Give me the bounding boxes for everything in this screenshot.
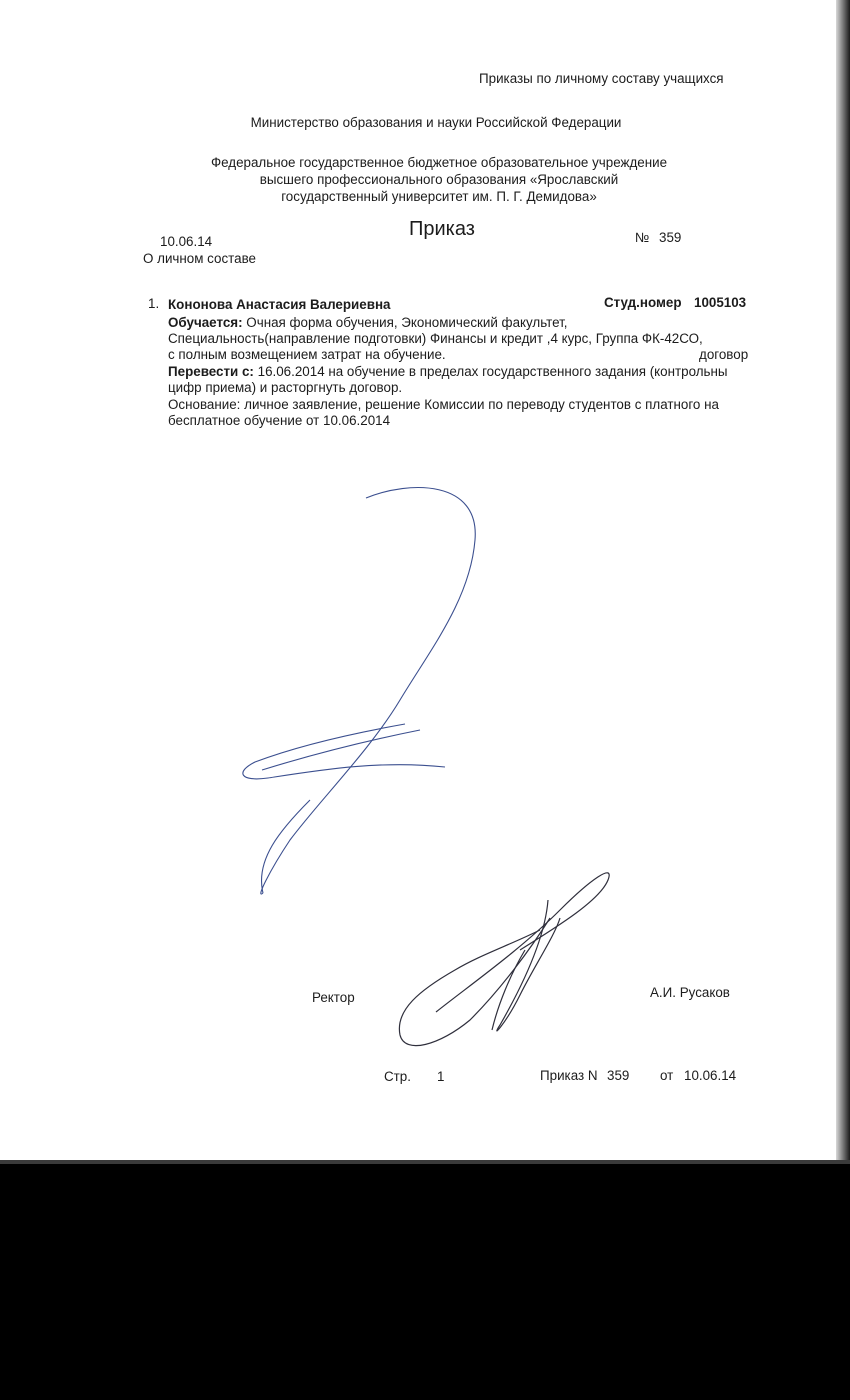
section-header: Приказы по личному составу учащихся xyxy=(479,71,724,86)
contract-word: договор xyxy=(699,347,749,362)
studies-line xyxy=(168,315,568,331)
institution-line-1: Федеральное государственное бюджетное образовательное учреждение xyxy=(210,155,668,170)
student-name: Кононова Анастасия Валериевна xyxy=(168,297,391,312)
ministry-name: Министерство образования и науки Российской Федерации xyxy=(250,115,622,130)
footer-page-number: 1 xyxy=(437,1069,445,1084)
footer-date-label: от xyxy=(660,1068,674,1083)
footer-page-label: Стр. xyxy=(384,1069,411,1084)
student-id-label: Студ.номер xyxy=(604,295,682,310)
document-title: Приказ xyxy=(409,218,475,240)
footer-order-label: Приказ N xyxy=(540,1068,598,1083)
specialty-line: Специальность(направление подготовки) Финансы и кредит ,4 курс, Группа ФК-42СО, xyxy=(168,331,703,346)
studies-label: Обучается: xyxy=(168,315,243,330)
document-number-label: № xyxy=(635,230,650,245)
transfer-line-2: цифр приема) и расторгнуть договор. xyxy=(168,380,403,395)
basis-line-2: бесплатное обучение от 10.06.2014 xyxy=(168,413,391,428)
institution-line-2: высшего профессионального образования «Ярославский xyxy=(259,172,619,187)
transfer-line xyxy=(168,364,751,380)
student-id: 1005103 xyxy=(694,295,747,310)
document-number: 359 xyxy=(659,230,682,245)
studies-text: Очная форма обучения, Экономический факультет, xyxy=(246,315,568,330)
transfer-label: Перевести с: xyxy=(168,364,254,379)
footer-date: 10.06.14 xyxy=(684,1068,737,1083)
paper-bottom-edge xyxy=(0,1160,850,1164)
document-date: 10.06.14 xyxy=(160,234,213,249)
funding-line: с полным возмещением затрат на обучение. xyxy=(168,347,446,362)
transfer-text: 16.06.2014 на обучение в пределах государственного задания (контрольны xyxy=(257,364,728,379)
scan-edge xyxy=(836,0,850,1163)
basis-line-1: Основание: личное заявление, решение Комиссии по переводу студентов с платного на xyxy=(168,397,719,412)
document-subject: О личном составе xyxy=(143,251,257,266)
entry-index: 1. xyxy=(148,296,160,311)
signer-position: Ректор xyxy=(312,990,355,1005)
footer-order-number: 359 xyxy=(607,1068,630,1083)
signer-name: А.И. Русаков xyxy=(650,985,730,1000)
institution-line-3: государственный университет им. П. Г. Демидова» xyxy=(281,189,597,204)
